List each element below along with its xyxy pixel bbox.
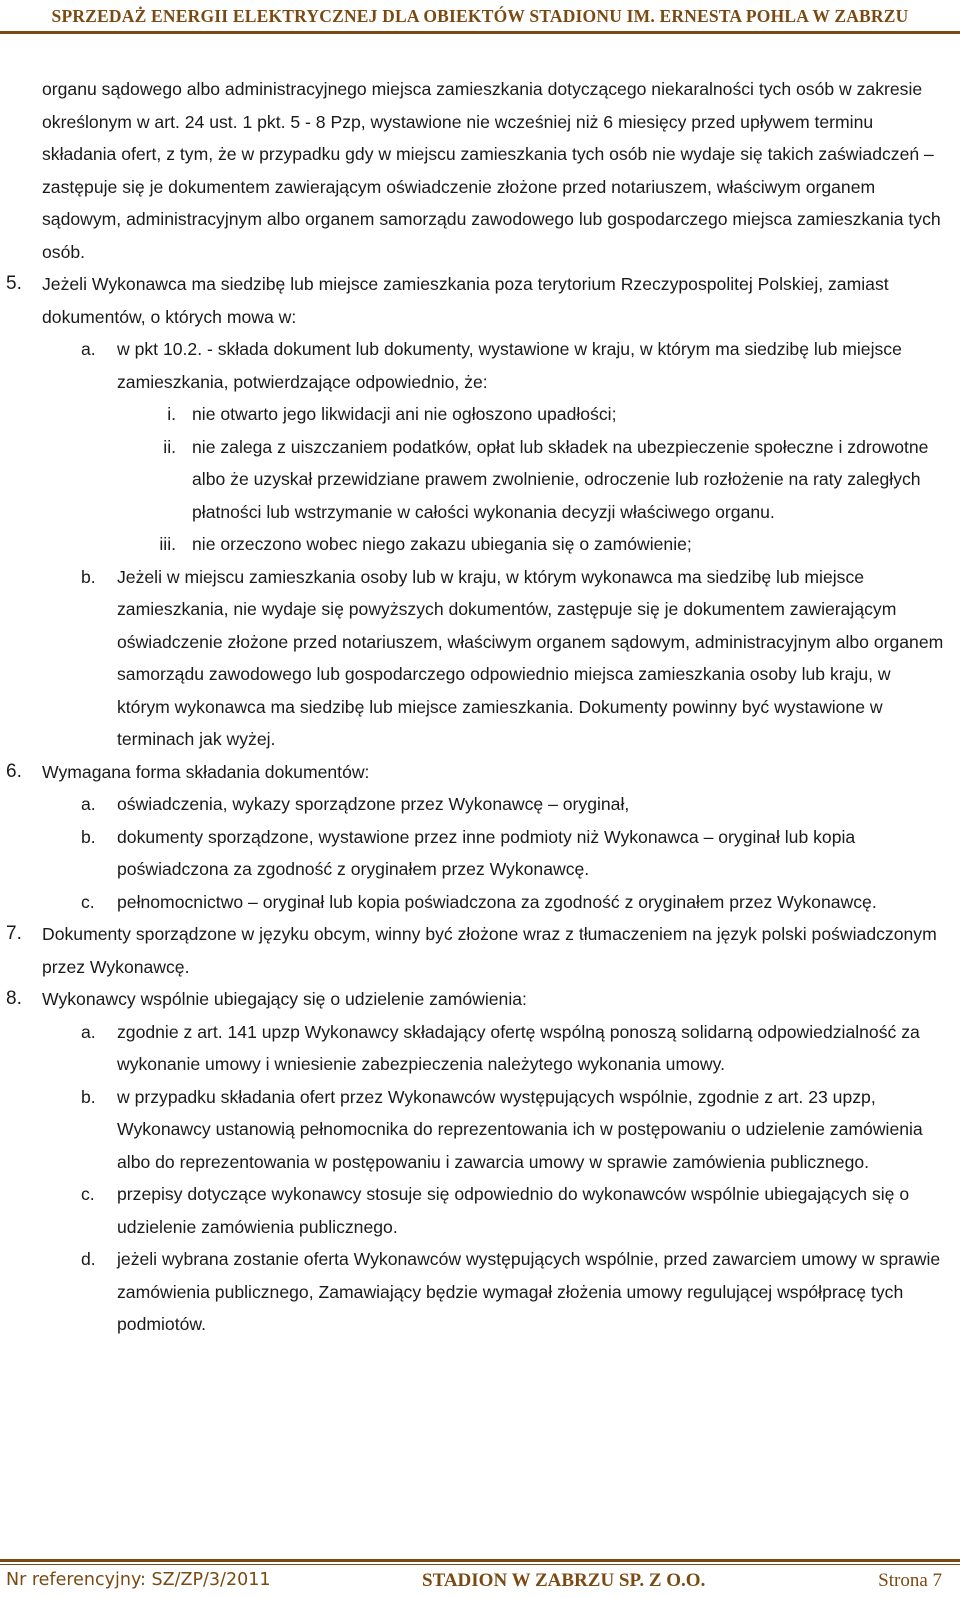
list-item-5 xyxy=(0,268,960,333)
sub-sub-item-5a-i xyxy=(0,398,960,431)
sub-item-6b xyxy=(0,821,960,886)
sub-item-8b xyxy=(0,1081,960,1179)
document-title: SPRZEDAŻ ENERGII ELEKTRYCZNEJ DLA OBIEKTÓW STADIONU IM. ERNESTA POHLA W ZABRZU xyxy=(51,6,909,26)
reference-number: Nr referencyjny: SZ/ZP/3/2011 xyxy=(6,1570,271,1590)
sub-letter: d. xyxy=(81,1249,96,1269)
sub-sub-item-5a-ii xyxy=(0,431,960,529)
sub-sub-item-text: nie orzeczono wobec niego zakazu ubiegania się o zamówienie; xyxy=(192,534,692,554)
list-item-7 xyxy=(0,918,960,983)
sub-item-text: Jeżeli w miejscu zamieszkania osoby lub w kraju, w którym wykonawca ma siedzibę lub miejsce zamieszkania, nie wydaje się powyższych dokumentów, zastępuje się je dokumentem zawierającym oświadczenie złożone przed notariuszem, właściwym organem sądowym, administracyjnym albo organem samorządu zawodowego lub gospodarczego odpowiednio miejsca zamieszkania osoby lub kraju, w którym wykonawca ma siedzibę lub miejsce zamieszkania. Dokumenty powinny być wystawione w terminach jak wyżej. xyxy=(117,566,944,749)
sub-item-text: pełnomocnictwo – oryginał lub kopia poświadczona za zgodność z oryginałem przez Wykonawcę. xyxy=(117,891,877,912)
roman-numeral: ii. xyxy=(163,436,176,457)
sub-item-text: w pkt 10.2. - składa dokument lub dokumenty, wystawione w kraju, w którym ma siedzibę lub miejsce zamieszkania, potwierdzające odpowiednio, że: xyxy=(117,339,902,392)
list-item-text: Wykonawcy wspólnie ubiegający się o udzielenie zamówienia: xyxy=(42,989,527,1009)
sub-item-8d xyxy=(0,1243,960,1341)
company-name: STADION W ZABRZU SP. Z O.O. xyxy=(422,1570,706,1591)
sub-item-text: w przypadku składania ofert przez Wykonawców występujących wspólnie, zgodnie z art. 23 upzp, Wykonawcy ustanowią pełnomocnika do reprezentowania ich w postępowaniu o udzielenie zamówienia albo do reprezentowania w postępowaniu i zawarcia umowy w sprawie zamówienia publicznego. xyxy=(117,1086,923,1172)
sub-item-5b xyxy=(0,561,960,756)
sub-item-text: jeżeli wybrana zostanie oferta Wykonawców występujących wspólnie, przed zawarciem umowy w sprawie zamówienia publicznego, Zamawiający będzie wymagał złożenia umowy regulującej współpracę tych podmiotów. xyxy=(117,1249,941,1334)
sub-letter: a. xyxy=(81,339,96,359)
list-item-8 xyxy=(0,983,960,1016)
sub-letter: b. xyxy=(81,566,96,587)
list-item-6 xyxy=(0,756,960,789)
page-number: Strona 7 xyxy=(878,1570,942,1591)
sub-sub-item-5a-iii xyxy=(0,528,960,561)
intro-paragraph: organu sądowego albo administracyjnego miejsca zamieszkania dotyczącego niekaralności tych osób w zakresie określonym w art. 24 ust. 1 pkt. 5 - 8 Pzp, wystawione nie wcześniej niż 6 miesięcy przed upływem terminu składania ofert, z tym, że w przypadku gdy w miejscu zamieszkania tych osób nie wydaje się takich zaświadczeń – zastępuje się je dokumentem zawierającym oświadczenie złożone przed notariuszem, właściwym organem sądowym, administracyjnym albo organem samorządu zawodowego lub gospodarczego miejsca zamieszkania tych osób. xyxy=(42,79,941,262)
sub-sub-item-text: nie zalega z uiszczaniem podatków, opłat lub składek na ubezpieczenie społeczne i zdrowotne albo że uzyskał przewidziane prawem zwolnienie, odroczenie lub rozłożenie na raty zaległych płatności lub wstrzymanie w całości wykonania decyzji właściwego organu. xyxy=(192,436,929,522)
sub-item-text: zgodnie z art. 141 upzp Wykonawcy składający ofertę wspólną ponoszą solidarną odpowiedzialność za wykonanie umowy i wniesienie zabezpieczenia należytego wykonania umowy. xyxy=(117,1021,920,1074)
sub-letter: a. xyxy=(81,1021,96,1042)
sub-sub-item-text: nie otwarto jego likwidacji ani nie ogłoszono upadłości; xyxy=(192,404,617,424)
list-number: 5. xyxy=(6,273,22,294)
roman-numeral: i. xyxy=(167,404,176,424)
sub-item-8c xyxy=(0,1178,960,1243)
list-item-text: Jeżeli Wykonawca ma siedzibę lub miejsce zamieszkania poza terytorium Rzeczypospolitej Polskiej, zamiast dokumentów, o których mowa w: xyxy=(42,274,889,327)
page-header xyxy=(0,0,960,34)
sub-letter: b. xyxy=(81,1086,96,1107)
sub-item-text: dokumenty sporządzone, wystawione przez inne podmioty niż Wykonawca – oryginał lub kopia poświadczona za zgodność z oryginałem przez Wykonawcę. xyxy=(117,826,856,879)
list-number: 8. xyxy=(6,988,22,1009)
footer-divider-thick xyxy=(0,1559,960,1562)
sub-letter: c. xyxy=(81,891,95,912)
sub-letter: c. xyxy=(81,1184,95,1204)
roman-numeral: iii. xyxy=(159,534,176,554)
list-item-text: Dokumenty sporządzone w języku obcym, winny być złożone wraz z tłumaczeniem na język polski poświadczonym przez Wykonawcę. xyxy=(42,924,937,977)
sub-item-text: oświadczenia, wykazy sporządzone przez Wykonawcę – oryginał, xyxy=(117,794,630,814)
footer-divider-thin xyxy=(0,1564,960,1565)
document-body xyxy=(0,73,960,1341)
header-divider xyxy=(0,31,960,34)
sub-item-8a xyxy=(0,1016,960,1081)
sub-item-6c xyxy=(0,886,960,919)
page-footer xyxy=(0,1568,960,1597)
sub-letter: a. xyxy=(81,794,96,814)
list-number: 6. xyxy=(6,760,22,782)
sub-letter: b. xyxy=(81,826,96,847)
sub-item-5a xyxy=(0,333,960,398)
sub-item-6a xyxy=(0,788,960,821)
sub-item-text: przepisy dotyczące wykonawcy stosuje się odpowiednio do wykonawców wspólnie ubiegających się o udzielenie zamówienia publicznego. xyxy=(117,1184,910,1237)
list-number: 7. xyxy=(6,923,22,944)
list-item-text: Wymagana forma składania dokumentów: xyxy=(42,761,370,782)
